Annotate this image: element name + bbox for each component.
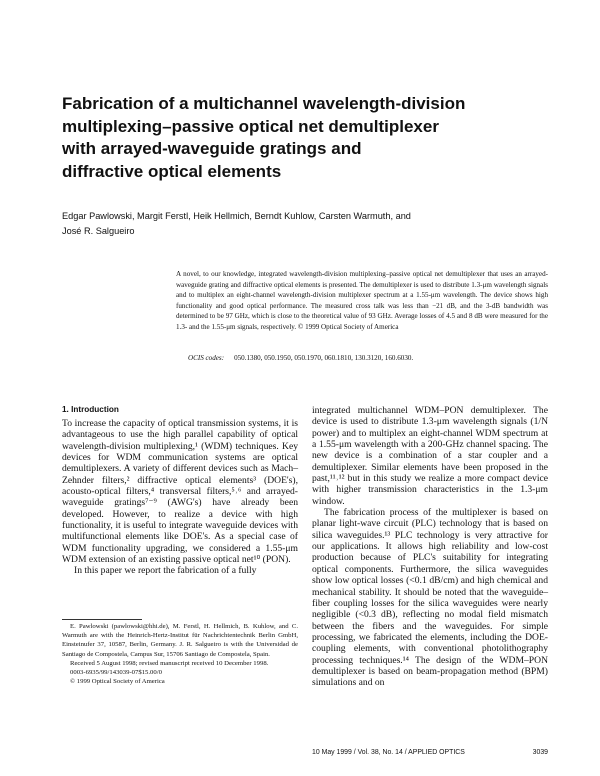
title-line: Fabrication of a multichannel wavelength-division	[62, 94, 466, 113]
footnote	[62, 622, 298, 686]
left-column	[62, 418, 298, 577]
title-line: with arrayed-waveguide gratings and	[62, 139, 362, 158]
paragraph: The fabrication process of the multiplexer is based on planar light-wave circuit (PLC) technology that is based on silica waveguides.¹³ PLC technology is very attractive for our applications. It allows high reliability and low-cost production because of PLC's suitability for integrating optical components. Furthermore, the silica waveguides show low optical losses (<0.1 dB/cm) and high chemical and mechanical stability. It should be noted that the waveguide–fiber coupling losses for the silica waveguides were nearly negligible (<0.3 dB), reflecting no modal field mismatch between the fibers and the waveguides. For simple processing, we fabricated the elements, including the DOE-coupling elements, with conventional photolithography processing techniques.¹⁴ The design of the WDM–PON demultiplexer is based on beam-propagation method (BPM) simulations and on	[312, 507, 548, 689]
title-line: diffractive optical elements	[62, 161, 282, 181]
section-heading-introduction: 1. Introduction	[62, 405, 119, 414]
paragraph: To increase the capacity of optical transmission systems, it is advantageous to use the high parallel capability of optical wavelength-division multiplexing,¹ (WDM) techniques. Key devices for WDM communication systems are optical demultiplexers. A variety of different devices such as Mach–Zehnder filters,² diffractive optical elements³ (DOE's), acousto-optical filters,⁴ transversal filters,⁵˒⁶ and arrayed-waveguide gratings⁷⁻⁹ (AWG's) have already been developed. However, to realize a device with high functionality, it is useful to integrate waveguide devices with multifunctional elements like DOE's. As a special case of WDM functionality upgrading, we considered a 1.55-μm WDM extension of an existing passive optical net¹⁰ (PON).	[62, 418, 298, 566]
footnote-affiliation: E. Pawlowski (pawlowski@hhi.de), M. Ferstl, H. Hellmich, B. Kuhlow, and C. Warmuth are with the Heinrich-Hertz-Institut für Nachrichtentechnik Berlin GmbH, Einsteinufer 37, 10587, Berlin, Germany. J. R. Salgueiro is with the Universidad de Santiago de Compostela, Campus Sur, 15706 Santiago de Compostela, Spain.	[62, 623, 298, 658]
page-footer	[312, 749, 548, 756]
author-line: José R. Salgueiro	[62, 225, 135, 236]
ocis-codes	[188, 353, 548, 364]
footnote-received: Received 5 August 1998; revised manuscript received 10 December 1998.	[70, 659, 269, 667]
right-column	[312, 405, 548, 689]
article-title	[62, 93, 532, 183]
footnote-code: 0003-6935/99/143039-07$15.00/0	[70, 669, 162, 677]
footnote-copyright: © 1999 Optical Society of America	[70, 678, 165, 686]
page-number: 3039	[532, 749, 548, 756]
title-line: multiplexing–passive optical net demultiplexer	[62, 116, 439, 136]
ocis-label: OCIS codes:	[188, 354, 225, 362]
abstract: A novel, to our knowledge, integrated wavelength-division multiplexing–passive optical net demultiplexer that uses an arrayed-waveguide grating and diffractive optical elements is presented. The demultiplexer is used to distribute 1.3-μm wavelength signals and to multiplex an eight-channel wavelength-division multiplexer spectrum at a 1.55-μm wavelength. The device shows high functionality and good optical performance. The measured cross talk was less than −21 dB, and the 3-dB bandwidth was determined to be 97 GHz, which is close to the theoretical value of 93 GHz. Average losses of 4.5 and 8 dB were measured for the 1.3- and the 1.55-μm signals, respectively. © 1999 Optical Society of America	[176, 270, 548, 331]
paragraph: integrated multichannel WDM–PON demultiplexer. The device is used to distribute 1.3-μm wavelength signals (1/N power) and to multiplex an eight-channel WDM spectrum at a 1.55-μm wavelength with a 200-GHz channel spacing. The new device is a combination of a star coupler and a demultiplexer. Similar elements have been proposed in the past,¹¹˒¹² but in this study we realize a more compact device with higher transmission characteristics in the 1.3-μm window.	[312, 405, 548, 507]
author-line: Edgar Pawlowski, Margit Ferstl, Heik Hellmich, Berndt Kuhlow, Carsten Warmuth, and	[62, 211, 411, 221]
paragraph: In this paper we report the fabrication of a fully	[74, 565, 257, 577]
ocis-code-list: 050.1380, 050.1950, 050.1970, 060.1810, 130.3120, 160.6030.	[234, 354, 414, 362]
author-list	[62, 209, 542, 238]
journal-info: 10 May 1999 / Vol. 38, No. 14 / APPLIED OPTICS	[312, 749, 465, 756]
footnote-divider	[62, 619, 142, 620]
